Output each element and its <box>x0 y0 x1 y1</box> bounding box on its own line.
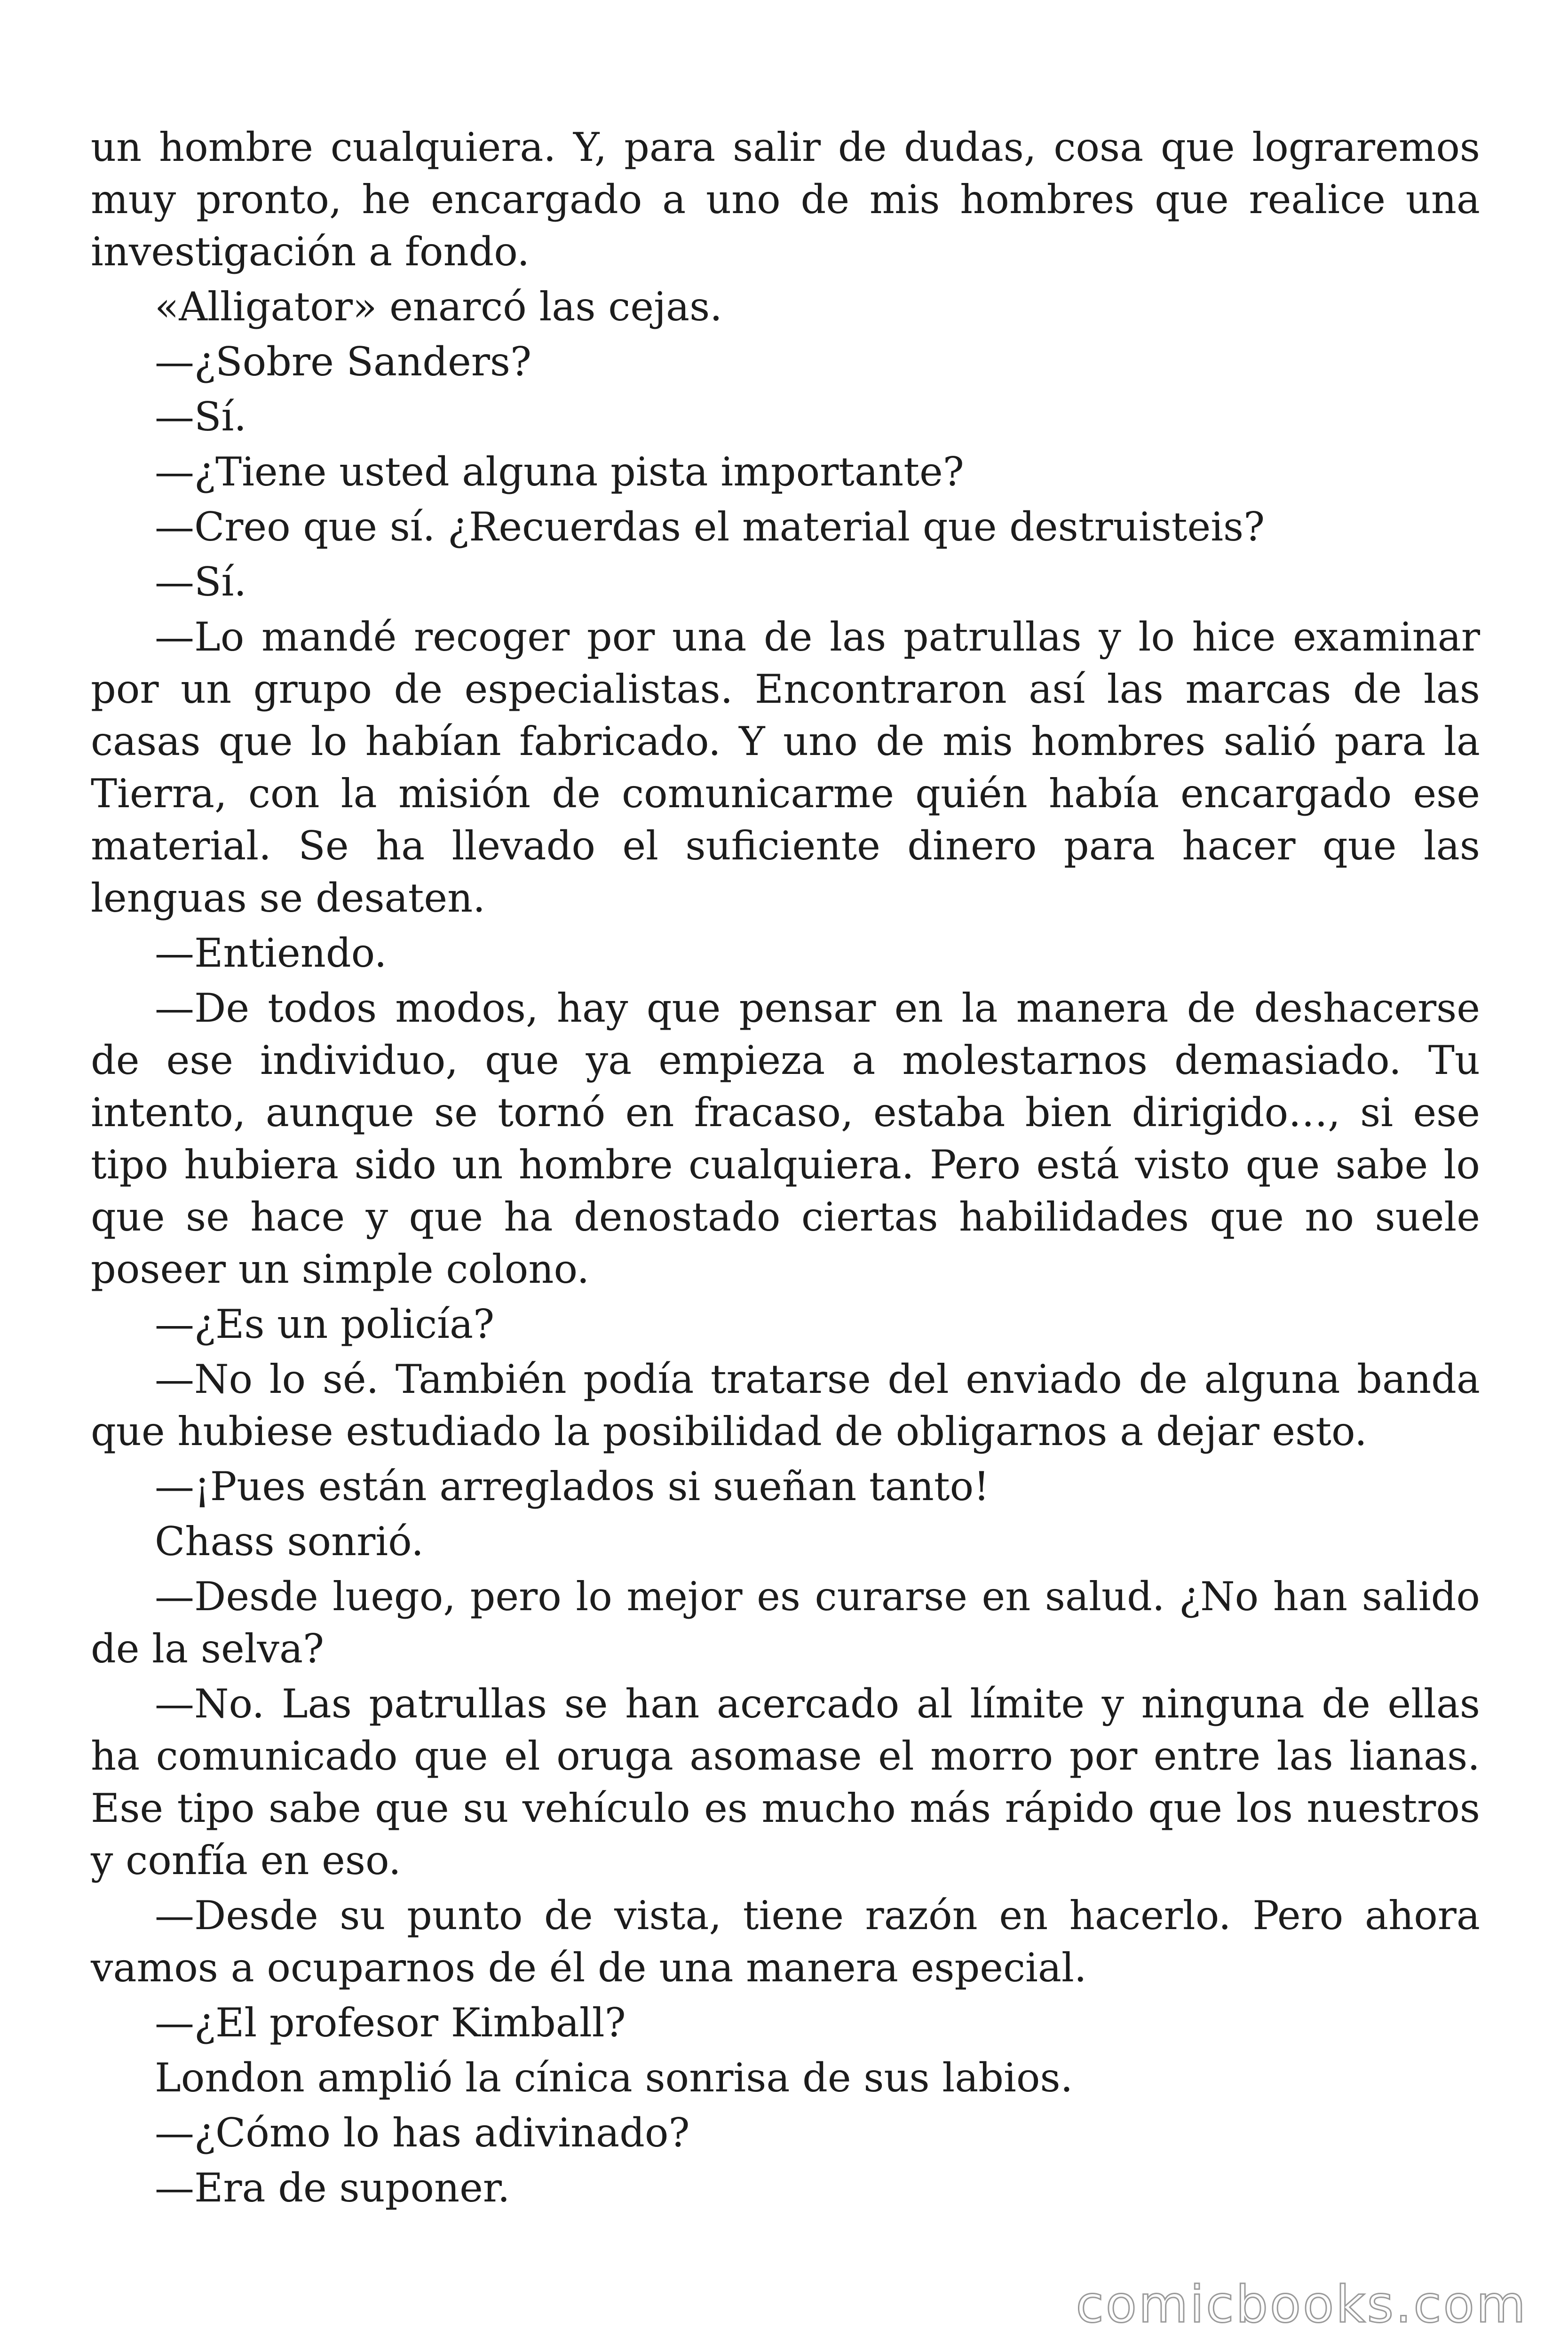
paragraph: —Entiendo. <box>155 930 387 976</box>
paragraph: —Sí. <box>155 559 247 605</box>
paragraph: —¿Es un policía? <box>155 1301 495 1347</box>
paragraph: —No lo sé. También podía tratarse del enviado de alguna banda que hubiese estudiado la posibilidad de obligarnos a dejar esto. <box>91 1356 1480 1454</box>
paragraph: —Creo que sí. ¿Recuerdas el material que destruisteis? <box>155 504 1265 550</box>
watermark: comicbooks.com <box>1076 2275 1528 2334</box>
paragraph: Chass sonrió. <box>155 1518 424 1565</box>
paragraph: —No. Las patrullas se han acercado al límite y ninguna de ellas ha comunicado que el oruga asomase el morro por entre las lianas. Ese tipo sabe que su vehículo es mucho más rápido que los nuestros y confía en eso. <box>91 1681 1480 1883</box>
paragraph: —¡Pues están arreglados si sueñan tanto! <box>155 1463 990 1510</box>
paragraph: London amplió la cínica sonrisa de sus labios. <box>155 2055 1073 2101</box>
paragraph: —Lo mandé recoger por una de las patrullas y lo hice examinar por un grupo de especialistas. Encontraron así las marcas de las casas que lo habían fabricado. Y uno de mis hombres salió para la Tierra, con la misión de comunicarme quién había encargado ese material. Se ha llevado el suficiente dinero para hacer que las lenguas se desaten. <box>91 614 1480 921</box>
paragraph: —Era de suponer. <box>155 2165 510 2211</box>
paragraph: —Sí. <box>155 394 247 440</box>
paragraph: —¿Tiene usted alguna pista importante? <box>155 449 964 495</box>
page-body <box>91 121 1480 2217</box>
paragraph: —De todos modos, hay que pensar en la manera de deshacerse de ese individuo, que ya empieza a molestarnos demasiado. Tu intento, aunque se tornó en fracaso, estaba bien dirigido…, si ese tipo hubiera sido un hombre cualquiera. Pero está visto que sabe lo que se hace y que ha denostado ciertas habilidades que no suele poseer un simple colono. <box>91 985 1480 1292</box>
paragraph: —¿El profesor Kimball? <box>155 2000 626 2046</box>
paragraph: —¿Cómo lo has adivinado? <box>155 2110 690 2156</box>
paragraph: —¿Sobre Sanders? <box>155 339 531 385</box>
paragraph: —Desde luego, pero lo mejor es curarse en salud. ¿No han salido de la selva? <box>91 1573 1480 1672</box>
paragraph: —Desde su punto de vista, tiene razón en hacerlo. Pero ahora vamos a ocuparnos de él de una manera especial. <box>91 1892 1480 1991</box>
paragraph: un hombre cualquiera. Y, para salir de dudas, cosa que lograremos muy pronto, he encargado a uno de mis hombres que realice una investigación a fondo. <box>91 124 1480 275</box>
paragraph: «Alligator» enarcó las cejas. <box>155 284 722 330</box>
